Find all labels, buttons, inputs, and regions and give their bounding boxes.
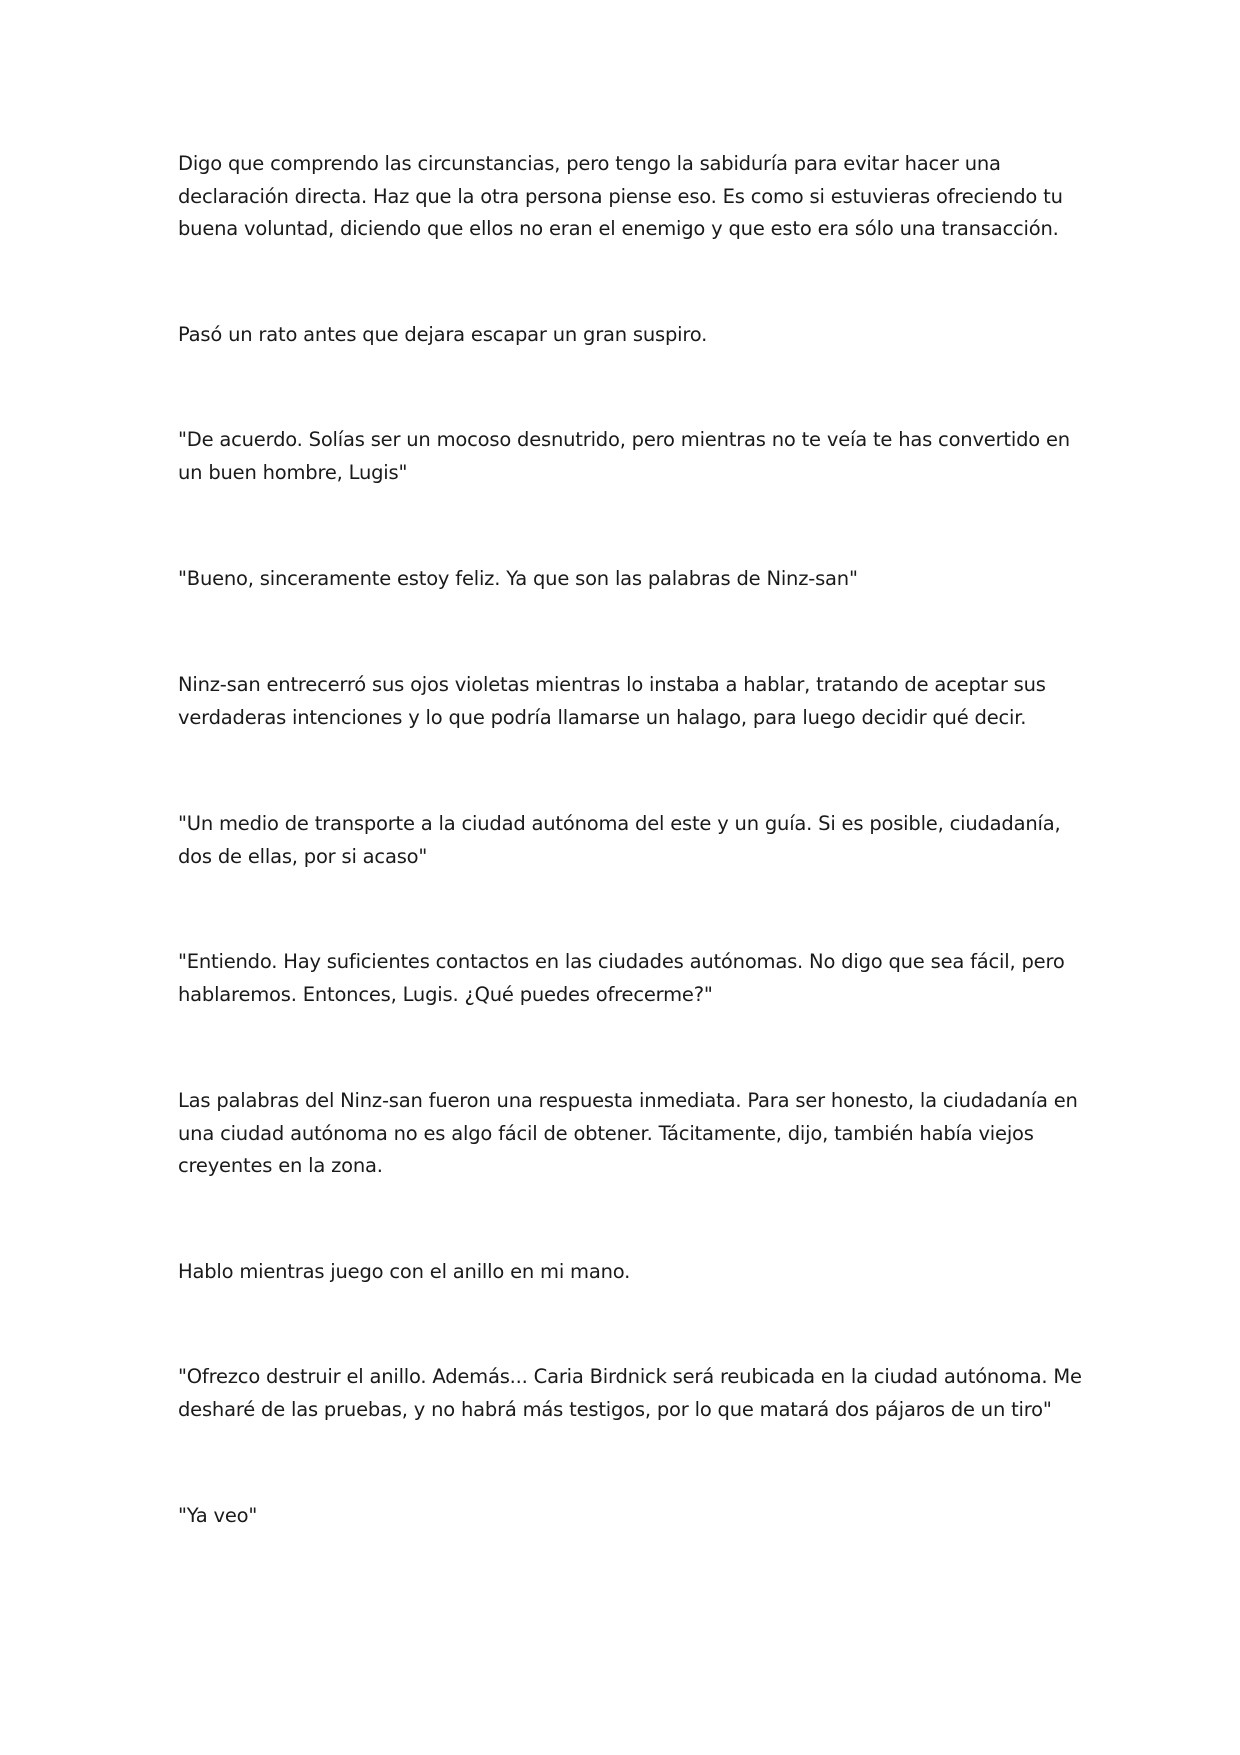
text-line: Hablo mientras juego con el anillo en mi mano. bbox=[178, 1260, 631, 1283]
text-line: "Ofrezco destruir el anillo. Además... Caria Birdnick será reubicada en la ciudad autónoma. Me bbox=[178, 1365, 1082, 1388]
paragraph bbox=[178, 1500, 1078, 1533]
text-line: hablaremos. Entonces, Lugis. ¿Qué puedes ofrecerme?" bbox=[178, 982, 713, 1006]
text-line: Las palabras del Ninz-san fueron una respuesta inmediata. Para ser honesto, la ciudadanía en bbox=[178, 1089, 1078, 1112]
text-line: declaración directa. Haz que la otra persona piense eso. Es como si estuvieras ofreciendo tu bbox=[178, 184, 1063, 208]
text-line: dos de ellas, por si acaso" bbox=[178, 844, 428, 868]
paragraph bbox=[178, 1256, 1078, 1289]
text-line: "Entiendo. Hay suficientes contactos en las ciudades autónomas. No digo que sea fácil, pero bbox=[178, 950, 1065, 973]
paragraph bbox=[178, 808, 1078, 873]
paragraph bbox=[178, 319, 1078, 352]
text-line: Pasó un rato antes que dejara escapar un gran suspiro. bbox=[178, 323, 708, 346]
text-line: desharé de las pruebas, y no habrá más testigos, por lo que matará dos pájaros de un tiro" bbox=[178, 1397, 1052, 1421]
paragraph bbox=[178, 563, 1078, 596]
paragraph bbox=[178, 1085, 1078, 1183]
text-line: una ciudad autónoma no es algo fácil de obtener. Tácitamente, dijo, también había viejos bbox=[178, 1121, 1034, 1145]
paragraph bbox=[178, 669, 1078, 734]
paragraph bbox=[178, 1361, 1082, 1426]
text-line: verdaderas intenciones y lo que podría llamarse un halago, para luego decidir qué decir. bbox=[178, 705, 1027, 729]
paragraph bbox=[178, 148, 1078, 246]
text-line: Digo que comprendo las circunstancias, pero tengo la sabiduría para evitar hacer una bbox=[178, 152, 1001, 175]
text-line: "Un medio de transporte a la ciudad autónoma del este y un guía. Si es posible, ciudadanía, bbox=[178, 812, 1061, 835]
text-line: "Bueno, sinceramente estoy feliz. Ya que son las palabras de Ninz-san" bbox=[178, 567, 858, 590]
text-line: un buen hombre, Lugis" bbox=[178, 460, 408, 484]
text-line: "De acuerdo. Solías ser un mocoso desnutrido, pero mientras no te veía te has convertido en bbox=[178, 428, 1070, 451]
text-line: buena voluntad, diciendo que ellos no eran el enemigo y que esto era sólo una transacción. bbox=[178, 217, 1059, 240]
text-line: creyentes en la zona. bbox=[178, 1154, 383, 1177]
paragraph bbox=[178, 424, 1078, 489]
text-line: Ninz-san entrecerró sus ojos violetas mientras lo instaba a hablar, tratando de aceptar sus bbox=[178, 673, 1046, 696]
paragraph bbox=[178, 946, 1078, 1011]
text-line: "Ya veo" bbox=[178, 1504, 258, 1527]
